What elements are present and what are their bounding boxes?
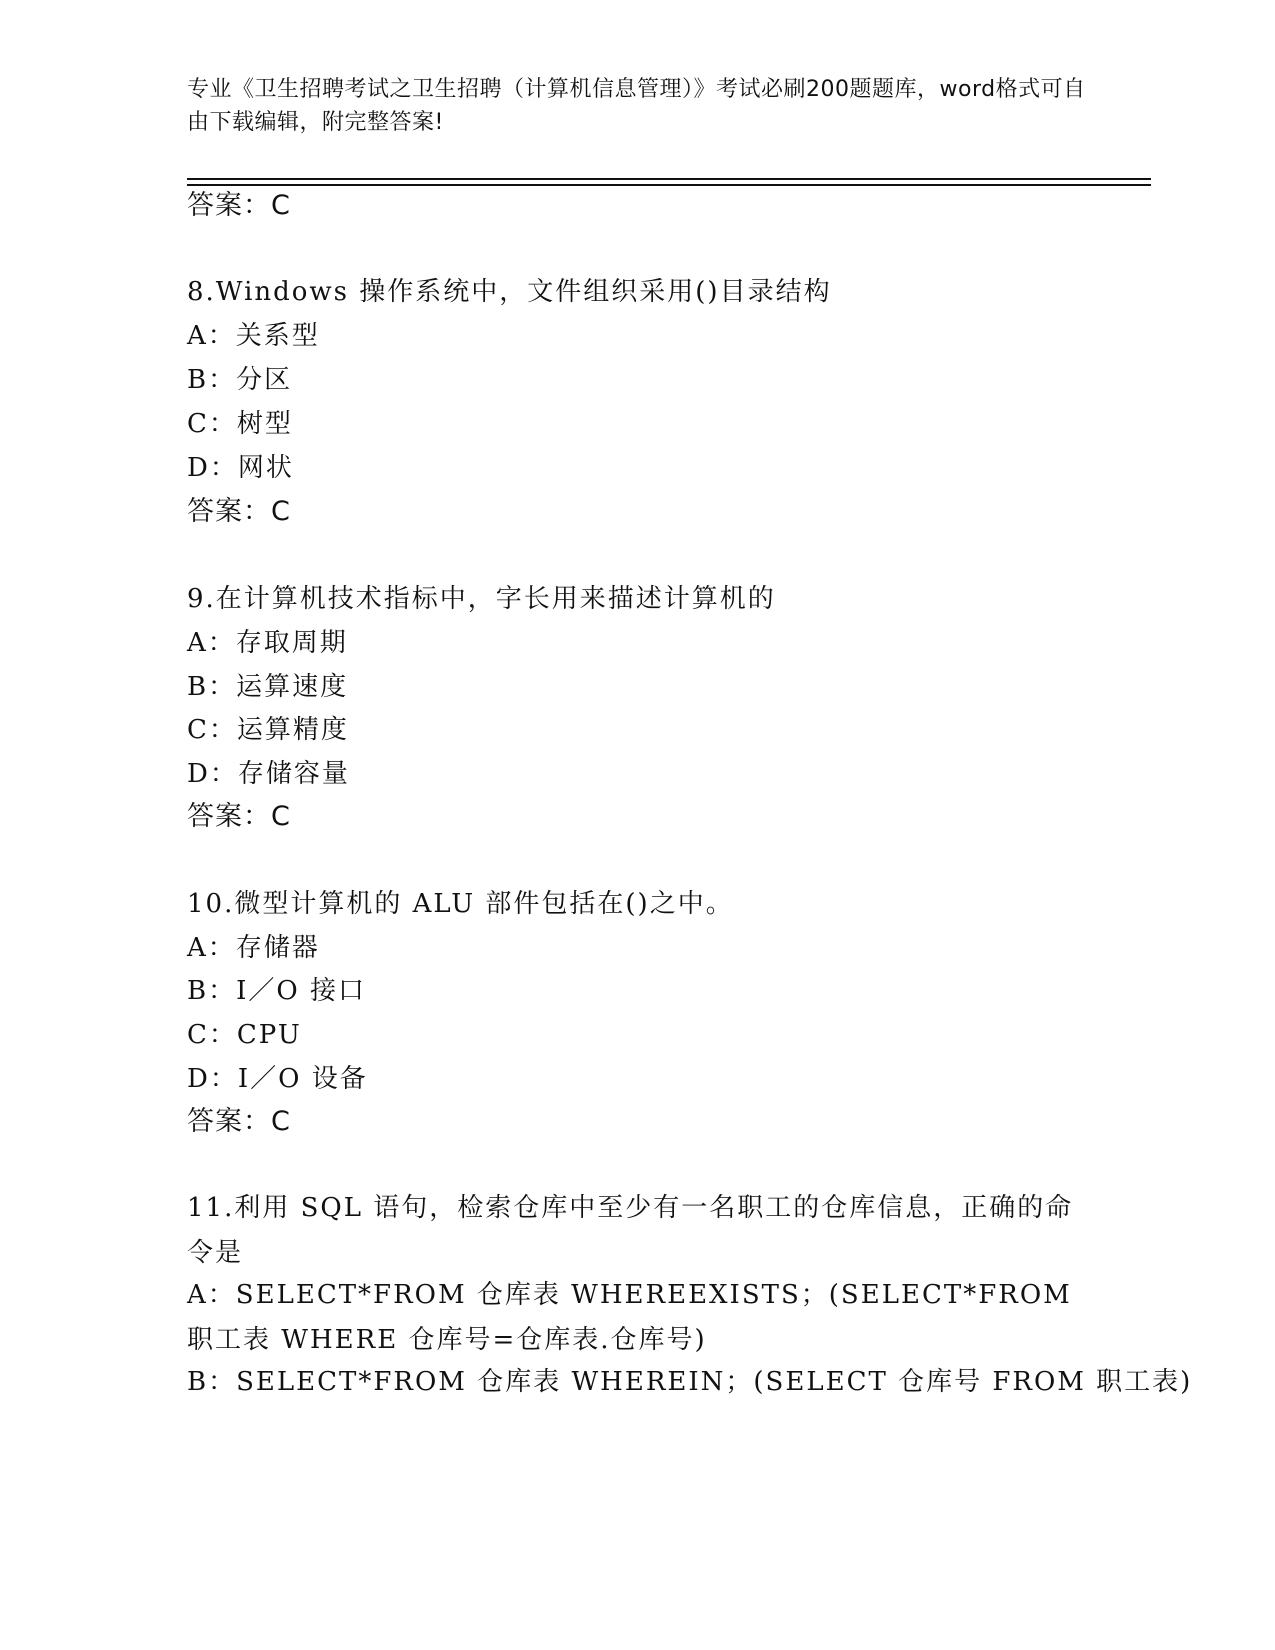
- question-9-stem: 9.在计算机技术指标中，字长用来描述计算机的: [187, 584, 776, 614]
- header-rule-top: [187, 178, 1151, 180]
- document-intro: 专业《卫生招聘考试之卫生招聘（计算机信息管理）》考试必刷200题题库，word格式可自由下载编辑，附完整答案!: [187, 77, 1086, 135]
- question-11-option-b: B：SELECT*FROM 仓库表 WHEREIN；(SELECT 仓库号 FROM 职工表): [187, 1367, 1193, 1397]
- question-9-option-b: B：运算速度: [187, 672, 349, 702]
- question-8-option-b: B：分区: [187, 365, 293, 395]
- question-8-option-c: C：树型: [187, 409, 293, 439]
- question-8-answer: 答案：C: [187, 496, 291, 527]
- question-9-option-d: D：存储容量: [187, 759, 350, 789]
- question-8-option-d: D：网状: [187, 453, 294, 483]
- question-11-stem: 11.利用 SQL 语句，检索仓库中至少有一名职工的仓库信息，正确的命令是: [187, 1193, 1074, 1268]
- answer-previous: 答案：C: [187, 190, 291, 221]
- question-10-option-a: A：存储器: [187, 933, 320, 963]
- question-10-answer: 答案：C: [187, 1106, 291, 1137]
- question-10-option-b: B：I／O 接口: [187, 976, 366, 1006]
- question-8-stem: 8.Windows 操作系统中，文件组织采用()目录结构: [187, 277, 832, 307]
- question-10-stem: 10.微型计算机的 ALU 部件包括在()之中。: [187, 889, 734, 919]
- question-9-option-a: A：存取周期: [187, 628, 348, 658]
- question-9-option-c: C：运算精度: [187, 715, 349, 745]
- question-11-option-a: A：SELECT*FROM 仓库表 WHEREEXISTS；(SELECT*FROM 职工表 WHERE 仓库号=仓库表.仓库号): [187, 1280, 1072, 1355]
- question-9-answer: 答案：C: [187, 801, 291, 832]
- question-10-option-c: C：CPU: [187, 1020, 302, 1050]
- question-8-option-a: A：关系型: [187, 321, 320, 351]
- header-rule-bottom: [187, 184, 1151, 186]
- question-10-option-d: D：I／O 设备: [187, 1064, 368, 1094]
